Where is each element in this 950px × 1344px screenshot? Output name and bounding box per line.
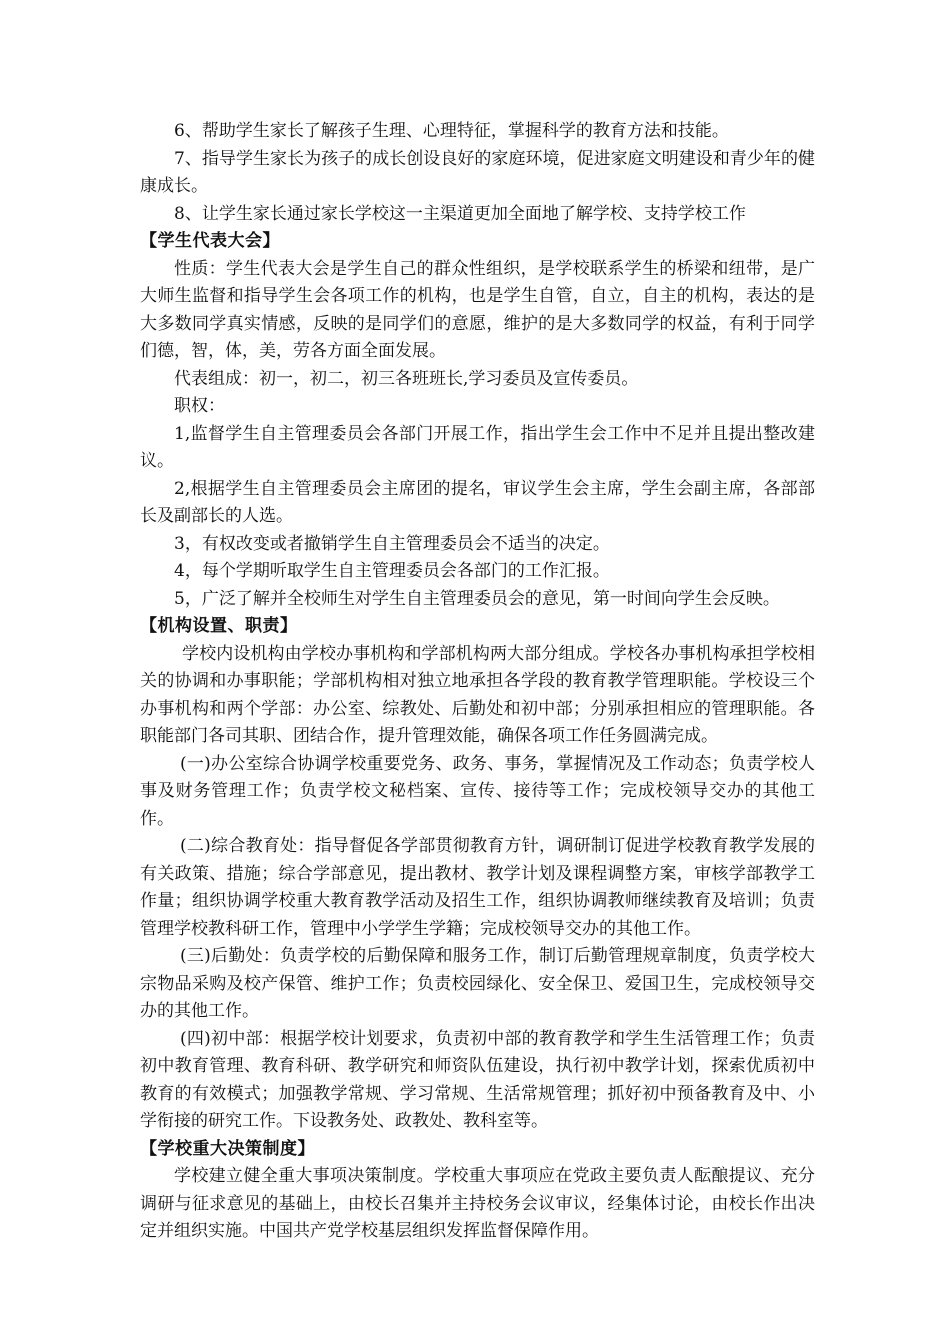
congress-composition: 代表组成：初一，初二，初三各班班长,学习委员及宣传委员。 [174,368,639,389]
decision-section [140,1136,815,1246]
congress-power-4: 4，每个学期听取学生自主管理委员会各部门的工作汇报。 [174,561,610,581]
organization-section [140,613,815,1136]
org-item-junior: (四)初中部：根据学校计划要求，负责初中部的教育教学和学生生活管理工作；负责初中教育管理、教育科研、教学研究和师资队伍建设，执行初中教学计划，探索优质初中教育的有效模式；加强教学常规、学习常规、生活常规管理；抓好初中预备教育及中、小学衔接的研究工作。下设教务处、政教处、教科室等。 [140,1028,815,1131]
organization-intro: 学校内设机构由学校办事机构和学部机构两大部分组成。学校各办事机构承担学校相关的协调和办事职能；学部机构相对独立地承担各学段的教育教学管理职能。学校设三个办事机构和两个学部：办公室、综教处、后勤处和初中部；分别承担相应的管理职能。各职能部门各司其职、团结合作，提升管理效能，确保各项工作任务圆满完成。 [140,643,815,746]
congress-powers-label: 职权： [174,396,225,416]
org-item-office: (一)办公室综合协调学校重要党务、政务、事务，掌握情况及工作动态；负责学校人事及财务管理工作；负责学校文秘档案、宣传、接待等工作；完成校领导交办的其他工作。 [140,753,815,829]
document-page [140,118,815,1246]
congress-power-2: 2,根据学生自主管理委员会主席团的提名，审议学生会主席，学生会副主席，各部部长及副部长的人选。 [140,478,815,526]
org-item-logistics: (三)后勤处：负责学校的后勤保障和服务工作，制订后勤管理规章制度，负责学校大宗物品采购及校产保管、维护工作；负责校园绿化、安全保卫、爱国卫生，完成校领导交办的其他工作。 [140,946,815,1021]
student-congress-section [140,228,815,613]
decision-heading: 【学校重大决策制度】 [140,1138,315,1159]
goal-item-6: 6、帮助学生家长了解孩子生理、心理特征，掌握科学的教育方法和技能。 [174,121,729,141]
congress-power-1: 1,监督学生自主管理委员会各部门开展工作，指出学生会工作中不足并且提出整改建议。 [140,423,815,471]
congress-power-3: 3，有权改变或者撤销学生自主管理委员会不适当的决定。 [174,533,610,554]
congress-power-5: 5，广泛了解并全校师生对学生自主管理委员会的意见，第一时间向学生会反映。 [174,588,780,609]
goal-item-7: 7、指导学生家长为孩子的成长创设良好的家庭环境，促进家庭文明建设和青少年的健康成长。 [140,148,815,196]
organization-heading: 【机构设置、职责】 [140,616,298,636]
student-congress-heading: 【学生代表大会】 [140,231,280,251]
goal-item-8: 8、让学生家长通过家长学校这一主渠道更加全面地了解学校、支持学校工作 [174,203,746,224]
decision-body: 学校建立健全重大事项决策制度。学校重大事项应在党政主要负责人酝酿提议、充分调研与征求意见的基础上，由校长召集并主持校务会议审议，经集体讨论，由校长作出决定并组织实施。中国共产党学校基层组织发挥监督保障作用。 [140,1166,815,1241]
parent-school-goals [140,118,815,228]
org-item-education: (二)综合教育处：指导督促各学部贯彻教育方针，调研制订促进学校教育教学发展的有关政策、措施；综合学部意见，提出教材、教学计划及课程调整方案，审核学部教学工作量；组织协调学校重大教育教学活动及招生工作，组织协调教师继续教育及培训；负责管理学校教科研工作，管理中小学学生学籍；完成校领导交办的其他工作。 [140,836,815,939]
congress-nature: 性质：学生代表大会是学生自己的群众性组织，是学校联系学生的桥梁和纽带，是广大师生监督和指导学生会各项工作的机构，也是学生自管，自立，自主的机构，表达的是大多数同学真实情感，反映的是同学们的意愿，维护的是大多数同学的权益，有利于同学们德，智，体，美，劳各方面全面发展。 [140,258,815,361]
